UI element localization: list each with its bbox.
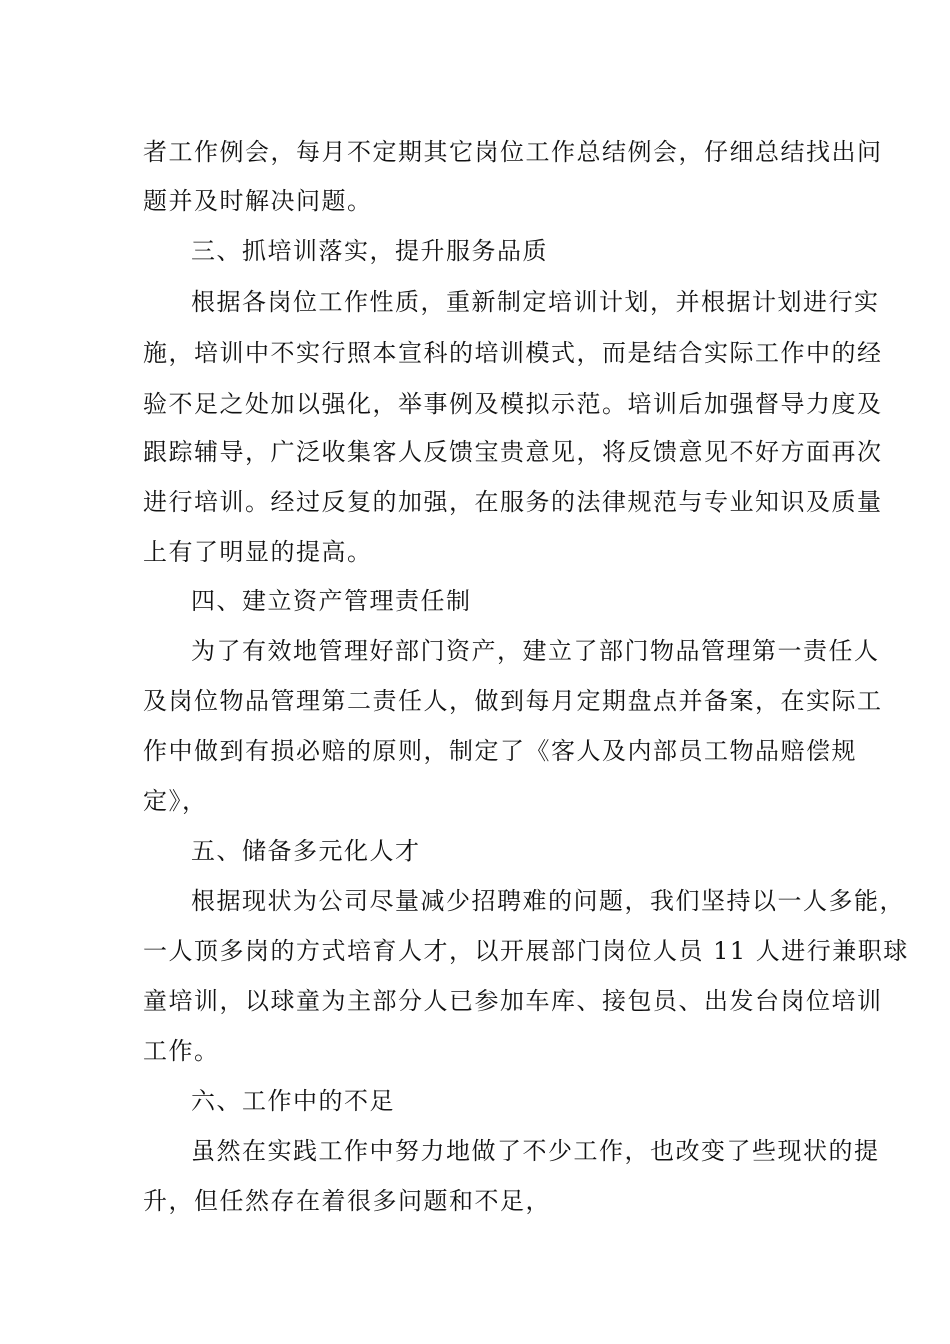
text-line: 定》，	[143, 787, 208, 815]
section-heading: 四、建立资产管理责任制	[191, 587, 472, 615]
text-line: 者工作例会，每月不定期其它岗位工作总结例会，仔细总结找出问	[143, 138, 883, 166]
text-line: 一人顶多岗的方式培育人才，以开展部门岗位人员 11 人进行兼职球	[143, 937, 909, 965]
text-line: 为了有效地管理好部门资产，建立了部门物品管理第一责任人	[191, 637, 880, 665]
text-line: 施，培训中不实行照本宣科的培训模式，而是结合实际工作中的经	[143, 339, 883, 367]
text-line: 工作。	[143, 1037, 220, 1065]
text-line: 跟踪辅导，广泛收集客人反馈宝贵意见，将反馈意见不好方面再次	[143, 438, 883, 466]
section-heading: 六、工作中的不足	[191, 1087, 395, 1115]
text-line: 根据各岗位工作性质，重新制定培训计划，并根据计划进行实	[191, 288, 880, 316]
section-heading: 五、储备多元化人才	[191, 837, 421, 865]
text-line: 题并及时解决问题。	[143, 187, 373, 215]
text-line: 根据现状为公司尽量减少招聘难的问题，我们坚持以一人多能，	[191, 887, 905, 915]
text-line: 进行培训。经过反复的加强，在服务的法律规范与专业知识及质量	[143, 488, 883, 516]
text-line: 升，但任然存在着很多问题和不足，	[143, 1187, 551, 1215]
section-heading: 三、抓培训落实，提升服务品质	[191, 237, 548, 265]
text-line: 童培训，以球童为主部分人已参加车库、接包员、出发台岗位培训	[143, 987, 883, 1015]
text-line: 验不足之处加以强化，举事例及模拟示范。培训后加强督导力度及	[143, 390, 883, 418]
text-line: 上有了明显的提高。	[143, 538, 373, 566]
text-line: 虽然在实践工作中努力地做了不少工作，也改变了些现状的提	[191, 1137, 880, 1165]
text-line: 作中做到有损必赔的原则，制定了《客人及内部员工物品赔偿规	[143, 737, 857, 765]
text-line: 及岗位物品管理第二责任人，做到每月定期盘点并备案，在实际工	[143, 687, 883, 715]
